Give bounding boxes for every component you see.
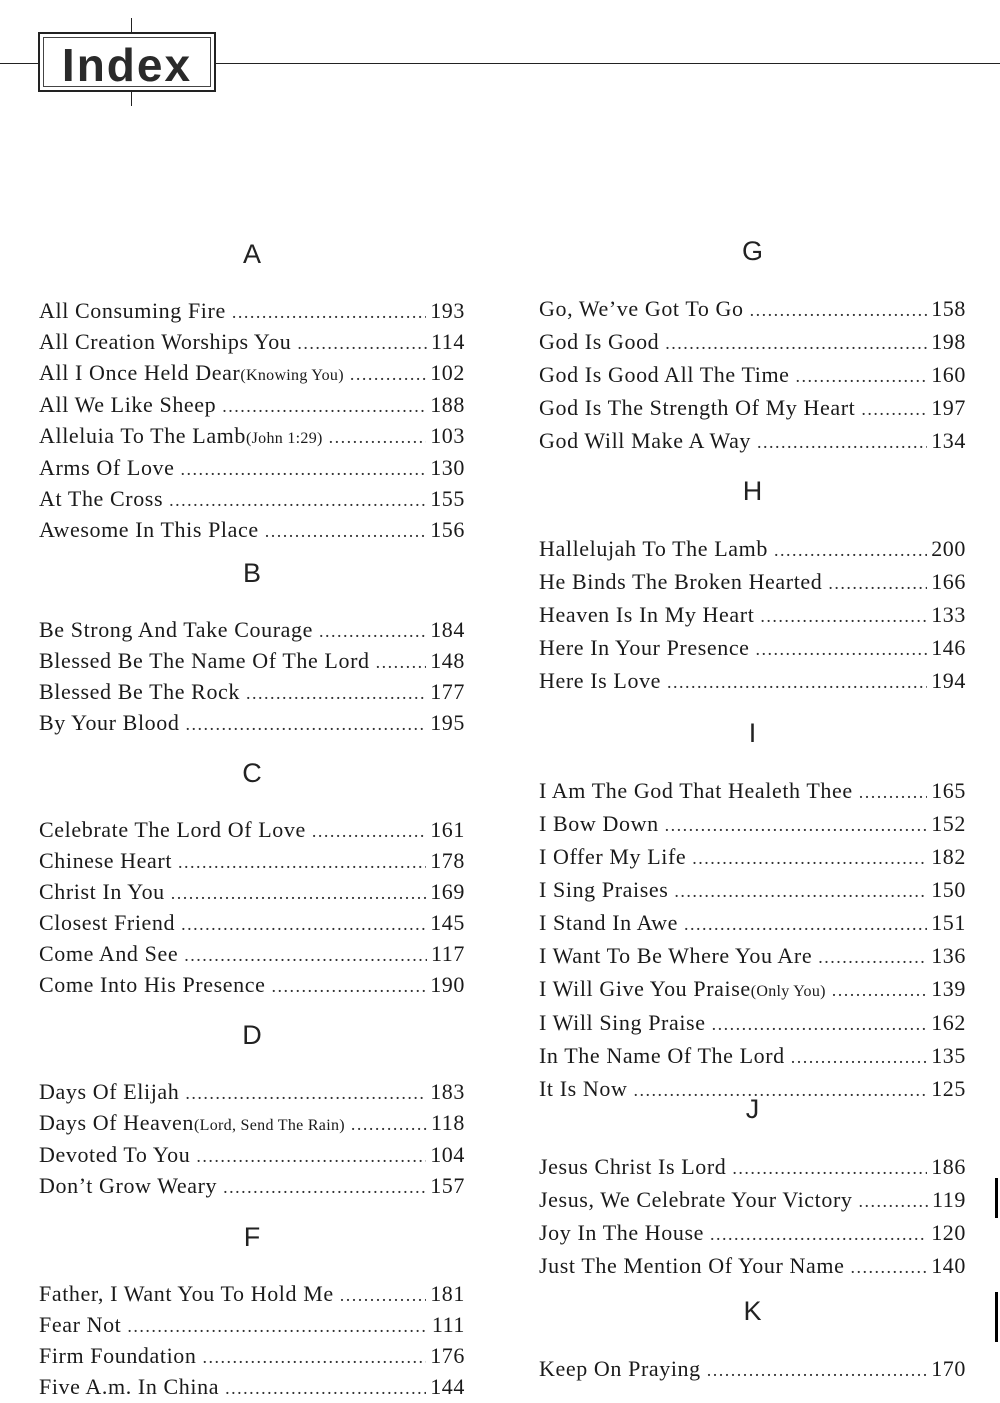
entry-title-group	[39, 515, 259, 544]
dot-leader	[319, 617, 426, 646]
dot-leader	[185, 710, 426, 739]
page-number: 181	[430, 1281, 465, 1306]
entry-title-group	[539, 973, 826, 1007]
index-entry	[539, 874, 966, 907]
entry-title-group	[539, 326, 659, 357]
entry-title: Father, I Want You To Hold Me	[39, 1281, 334, 1306]
entry-title: Come Into His Presence	[39, 972, 266, 997]
entry-title-group	[539, 1040, 785, 1071]
entry-list	[539, 533, 966, 698]
entry-title-group	[39, 1310, 121, 1339]
page-number: 197	[931, 395, 966, 420]
page-number: 118	[431, 1110, 465, 1135]
index-entry	[39, 970, 465, 1001]
section-letter: C	[242, 758, 262, 788]
dot-leader	[674, 876, 927, 907]
page-number: 134	[931, 428, 966, 453]
entry-title-group	[539, 293, 744, 324]
entry-note: (Knowing You)	[240, 367, 344, 384]
entry-title-group	[39, 1077, 179, 1106]
entry-title: Arms Of Love	[39, 455, 175, 480]
page-number: 150	[931, 877, 966, 902]
entry-list	[39, 1077, 465, 1202]
dot-leader	[169, 486, 426, 515]
entry-title: I Will Sing Praise	[539, 1010, 706, 1035]
entry-title: Days Of Heaven	[39, 1110, 195, 1135]
dot-leader	[850, 1252, 927, 1283]
index-entry	[539, 808, 966, 841]
entry-title: Joy In The House	[539, 1220, 705, 1245]
entry-note: (Lord, Send The Rain)	[194, 1117, 345, 1134]
index-entry	[39, 421, 465, 453]
entry-note: (John 1:29)	[246, 430, 323, 447]
entry-title: All I Once Held Dear	[39, 360, 241, 385]
entry-title-group	[539, 632, 750, 663]
index-entry	[539, 533, 966, 566]
entry-title-group	[539, 1184, 852, 1215]
page-number: 139	[931, 976, 966, 1001]
entry-list	[539, 1151, 966, 1283]
page-number: 182	[931, 844, 966, 869]
dot-leader	[861, 394, 927, 425]
index-entry	[39, 453, 465, 484]
entry-title: Christ In You	[39, 879, 165, 904]
index-entry	[539, 841, 966, 874]
entry-title: I Sing Praises	[539, 877, 669, 902]
dot-leader	[265, 517, 426, 546]
dot-leader	[791, 1042, 927, 1073]
index-entry	[39, 646, 465, 677]
page-number: 148	[430, 648, 465, 673]
page-number: 161	[430, 817, 465, 842]
index-entry	[539, 326, 966, 359]
index-entry	[39, 327, 465, 358]
dot-leader	[351, 1110, 427, 1139]
entry-title-group	[539, 359, 790, 390]
entry-title-group	[539, 1353, 701, 1384]
index-entry	[39, 815, 465, 846]
entry-title: Heaven Is In My Heart	[539, 602, 755, 627]
page-number: 104	[430, 1142, 465, 1167]
page-number: 103	[430, 423, 465, 448]
index-entry	[39, 390, 465, 421]
dot-leader	[184, 941, 427, 970]
dot-leader	[297, 329, 427, 358]
entry-title-group	[39, 453, 175, 482]
entry-title: Keep On Praying	[539, 1356, 701, 1381]
section-letter: F	[243, 1222, 261, 1252]
dot-leader	[828, 568, 927, 599]
section-letter: J	[745, 1094, 760, 1124]
page-number: 136	[931, 943, 966, 968]
entry-list	[39, 296, 465, 546]
entry-list	[39, 615, 465, 739]
entry-title-group	[39, 1372, 219, 1401]
entry-title-group	[39, 846, 172, 875]
entry-title: God Is The Strength Of My Heart	[539, 395, 856, 420]
entry-title: Hallelujah To The Lamb	[539, 536, 768, 561]
entry-list	[539, 293, 966, 458]
entry-title-group	[539, 907, 678, 938]
page-number: 193	[430, 298, 465, 323]
section-letter: K	[743, 1296, 762, 1326]
dot-leader	[757, 427, 927, 458]
index-entry	[539, 1217, 966, 1250]
entry-title: It Is Now	[539, 1076, 628, 1101]
entry-list	[39, 815, 465, 1001]
page-title: Index	[61, 39, 193, 91]
index-entry	[39, 908, 465, 939]
dot-leader	[665, 328, 927, 359]
page-number: 198	[931, 329, 966, 354]
index-entry	[539, 1007, 966, 1040]
page-number: 155	[430, 486, 465, 511]
entry-list	[539, 775, 966, 1106]
page-number: 119	[932, 1187, 966, 1212]
dot-leader	[760, 601, 927, 632]
dot-leader	[171, 879, 426, 908]
page-number: 166	[931, 569, 966, 594]
page-number: 194	[931, 668, 966, 693]
entry-list	[539, 1353, 966, 1386]
page-number: 176	[430, 1343, 465, 1368]
index-entry	[539, 665, 966, 698]
index-entry	[539, 1040, 966, 1073]
page-number: 135	[931, 1043, 966, 1068]
page-number: 111	[431, 1312, 465, 1337]
index-entry	[39, 677, 465, 708]
index-entry	[539, 293, 966, 326]
entry-title-group	[39, 677, 240, 706]
entry-title-group	[39, 908, 175, 937]
dot-leader	[246, 679, 426, 708]
dot-leader	[329, 423, 427, 452]
entry-title: God Is Good All The Time	[539, 362, 790, 387]
entry-title: By Your Blood	[39, 710, 180, 735]
dot-leader	[271, 972, 426, 1001]
page-number: 188	[430, 392, 465, 417]
index-entry	[39, 1279, 465, 1310]
page-number: 183	[430, 1079, 465, 1104]
entry-title: God Will Make A Way	[539, 428, 752, 453]
page-number: 133	[931, 602, 966, 627]
index-entry	[539, 775, 966, 808]
entry-title: I Stand In Awe	[539, 910, 678, 935]
entry-list	[39, 1279, 465, 1403]
entry-title: Jesus Christ Is Lord	[539, 1154, 727, 1179]
entry-title: Come And See	[39, 941, 179, 966]
page-number: 160	[931, 362, 966, 387]
entry-title: At The Cross	[39, 486, 164, 511]
dot-leader	[340, 1281, 426, 1310]
index-title-box	[38, 32, 216, 92]
dot-leader	[665, 810, 928, 841]
index-entry	[39, 484, 465, 515]
entry-title-group	[539, 599, 754, 630]
entry-title: Firm Foundation	[39, 1343, 197, 1368]
entry-title: Devoted To You	[39, 1142, 191, 1167]
index-entry	[39, 708, 465, 739]
index-entry	[539, 425, 966, 458]
entry-title-group	[39, 877, 165, 906]
dot-leader	[223, 1173, 426, 1202]
page-number: 130	[430, 455, 465, 480]
entry-title: Awesome In This Place	[39, 517, 259, 542]
dot-leader	[225, 1374, 426, 1403]
dot-leader	[178, 848, 426, 877]
dot-leader	[203, 1343, 427, 1372]
entry-title: I Will Give You Praise	[539, 976, 751, 1001]
entry-title-group	[39, 390, 216, 419]
entry-title: I Want To Be Where You Are	[539, 943, 813, 968]
dot-leader	[232, 298, 426, 327]
scan-edge-mark	[995, 1292, 998, 1342]
page-number: 177	[430, 679, 465, 704]
page-number: 125	[931, 1076, 966, 1101]
dot-leader	[832, 975, 927, 1006]
index-entry	[39, 296, 465, 327]
page-number: 157	[430, 1173, 465, 1198]
section-letter: D	[242, 1020, 262, 1050]
entry-title-group	[39, 615, 313, 644]
page-number: 190	[430, 972, 465, 997]
page-number: 140	[931, 1253, 966, 1278]
page-number: 117	[431, 941, 465, 966]
entry-title-group	[539, 425, 751, 456]
page-number: 114	[431, 329, 465, 354]
entry-title-group	[39, 484, 163, 513]
entry-title-group	[39, 1171, 217, 1200]
index-entry	[39, 1140, 465, 1171]
dot-leader	[222, 392, 426, 421]
page-number: 169	[430, 879, 465, 904]
entry-title-group	[539, 775, 853, 806]
index-entry	[39, 615, 465, 646]
entry-title: All We Like Sheep	[39, 392, 217, 417]
dot-leader	[312, 817, 426, 846]
entry-title: Blessed Be The Rock	[39, 679, 241, 704]
index-entry	[39, 358, 465, 390]
entry-title-group	[39, 1341, 197, 1370]
dot-leader	[684, 909, 927, 940]
page-number: 102	[430, 360, 465, 385]
entry-title-group	[39, 296, 226, 325]
entry-title: All Consuming Fire	[39, 298, 226, 323]
scan-edge-mark	[995, 1178, 998, 1218]
page-number: 158	[931, 296, 966, 321]
dot-leader	[756, 634, 928, 665]
index-entry	[539, 359, 966, 392]
index-entry	[39, 1077, 465, 1108]
page-number: 152	[931, 811, 966, 836]
entry-title: Five A.m. In China	[39, 1374, 220, 1399]
entry-title-group	[39, 358, 344, 390]
entry-title-group	[39, 327, 291, 356]
index-entry	[39, 1108, 465, 1140]
index-entry	[539, 907, 966, 940]
entry-title: I Am The God That Healeth Thee	[539, 778, 853, 803]
entry-title: Days Of Elijah	[39, 1079, 180, 1104]
entry-title-group	[39, 970, 265, 999]
dot-leader	[818, 942, 927, 973]
index-entry	[39, 1310, 465, 1341]
dot-leader	[732, 1153, 927, 1184]
page-number: 145	[430, 910, 465, 935]
dot-leader	[796, 361, 928, 392]
entry-title-group	[39, 815, 306, 844]
entry-title: Don’t Grow Weary	[39, 1173, 218, 1198]
index-entry	[39, 939, 465, 970]
dot-leader	[859, 777, 927, 808]
entry-title-group	[539, 808, 659, 839]
entry-title-group	[39, 939, 178, 968]
entry-title: Alleluia To The Lamb	[39, 423, 246, 448]
index-entry	[39, 846, 465, 877]
page-number: 165	[931, 778, 966, 803]
index-entry	[539, 973, 966, 1007]
dot-leader	[667, 667, 927, 698]
dot-leader	[774, 535, 927, 566]
entry-title: Jesus, We Celebrate Your Victory	[539, 1187, 853, 1212]
index-entry	[539, 632, 966, 665]
page-number: 144	[430, 1374, 465, 1399]
dot-leader	[707, 1355, 927, 1386]
entry-title-group	[39, 1279, 334, 1308]
section-letter: B	[242, 558, 261, 588]
entry-title-group	[539, 1151, 726, 1182]
index-entry	[39, 877, 465, 908]
index-entry	[39, 1372, 465, 1403]
entry-title: I Offer My Life	[539, 844, 687, 869]
dot-leader	[181, 910, 426, 939]
entry-title-group	[539, 566, 822, 597]
section-letter: A	[242, 239, 261, 269]
index-entry	[539, 1151, 966, 1184]
entry-title-group	[39, 1140, 190, 1169]
page-number: 184	[430, 617, 465, 642]
entry-title-group	[539, 1217, 704, 1248]
entry-title: Fear Not	[39, 1312, 122, 1337]
page-number: 120	[931, 1220, 966, 1245]
index-entry	[539, 1250, 966, 1283]
page-number: 170	[931, 1356, 966, 1381]
entry-title: I Bow Down	[539, 811, 659, 836]
entry-title: Just The Mention Of Your Name	[539, 1253, 845, 1278]
entry-title-group	[39, 708, 179, 737]
entry-title: Here In Your Presence	[539, 635, 750, 660]
dot-leader	[376, 648, 427, 677]
page-number: 156	[430, 517, 465, 542]
index-entry	[39, 1171, 465, 1202]
entry-title: Blessed Be The Name Of The Lord	[39, 648, 370, 673]
dot-leader	[750, 295, 928, 326]
dot-leader	[858, 1186, 928, 1217]
entry-title-group	[539, 665, 661, 696]
entry-title-group	[539, 1007, 706, 1038]
page-number: 146	[931, 635, 966, 660]
entry-title-group	[539, 1250, 844, 1281]
entry-title: Celebrate The Lord Of Love	[39, 817, 306, 842]
index-entry	[539, 1184, 966, 1217]
index-entry	[539, 599, 966, 632]
dot-leader	[712, 1009, 928, 1040]
entry-title-group	[39, 646, 370, 675]
section-letter: H	[742, 476, 763, 506]
index-entry	[539, 940, 966, 973]
entry-title: Closest Friend	[39, 910, 176, 935]
index-entry	[539, 392, 966, 425]
dot-leader	[181, 455, 427, 484]
page-number: 186	[931, 1154, 966, 1179]
entry-title-group	[539, 392, 855, 423]
dot-leader	[185, 1079, 426, 1108]
index-entry	[539, 566, 966, 599]
section-letter: I	[748, 718, 757, 748]
entry-note: (Only You)	[750, 983, 826, 1000]
dot-leader	[692, 843, 927, 874]
entry-title-group	[39, 1108, 345, 1140]
entry-title-group	[539, 841, 686, 872]
entry-title-group	[539, 940, 812, 971]
dot-leader	[127, 1312, 427, 1341]
page-number: 200	[931, 536, 966, 561]
entry-title: All Creation Worships You	[39, 329, 292, 354]
entry-title: Chinese Heart	[39, 848, 173, 873]
entry-title: Here Is Love	[539, 668, 662, 693]
page-number: 162	[931, 1010, 966, 1035]
entry-title-group	[39, 421, 323, 453]
entry-title: Go, We’ve Got To Go	[539, 296, 744, 321]
entry-title-group	[539, 874, 668, 905]
page-number: 151	[931, 910, 966, 935]
entry-title: Be Strong And Take Courage	[39, 617, 313, 642]
index-entry	[39, 1341, 465, 1372]
index-entry	[539, 1353, 966, 1386]
section-letter: G	[741, 236, 763, 266]
entry-title: In The Name Of The Lord	[539, 1043, 785, 1068]
dot-leader	[196, 1142, 426, 1171]
page-number: 178	[430, 848, 465, 873]
dot-leader	[350, 360, 426, 389]
entry-title-group	[539, 533, 768, 564]
index-entry	[39, 515, 465, 546]
entry-title: He Binds The Broken Hearted	[539, 569, 823, 594]
page-number: 195	[430, 710, 465, 735]
entry-title: God Is Good	[539, 329, 660, 354]
dot-leader	[710, 1219, 927, 1250]
